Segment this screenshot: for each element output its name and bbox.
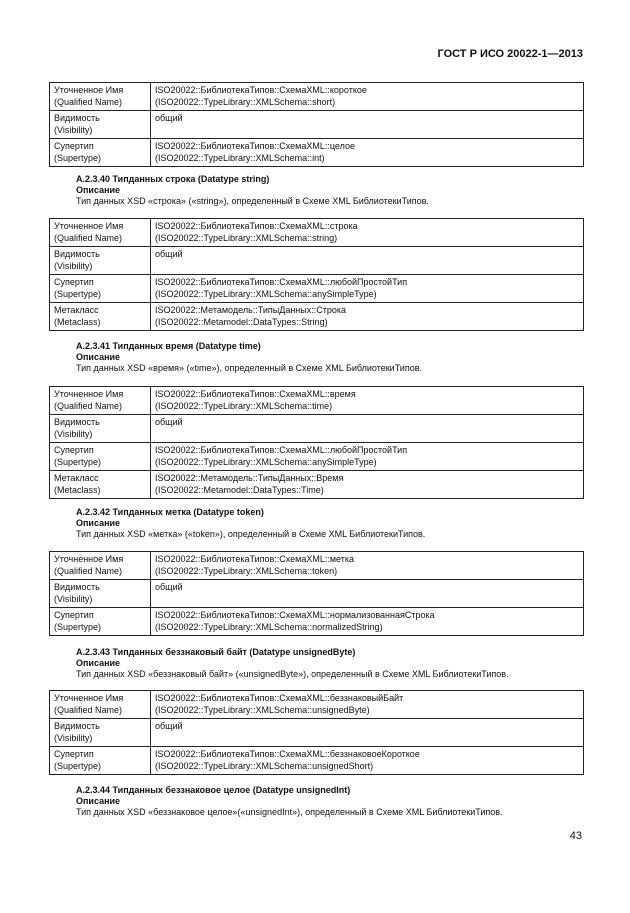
description-label: Описание: [76, 796, 121, 806]
table-row: [50, 219, 584, 247]
section-heading: А.2.3.41 Типданных время (Datatype time): [76, 341, 261, 351]
section-heading: А.2.3.44 Типданных беззнаковое целое (Datatype unsignedInt): [76, 785, 351, 795]
row-key-en: (Supertype): [54, 621, 102, 632]
row-key-en: (Metaclass): [54, 484, 101, 495]
table-row: [50, 247, 584, 275]
section-a-2-3-44: [76, 785, 503, 818]
table-row: [50, 415, 584, 443]
row-value-en: (ISO20022::TypeLibrary::XMLSchema::anySimpleType): [155, 456, 377, 467]
row-key: Уточненное Имя: [54, 85, 124, 95]
row-key: Видимость: [54, 721, 100, 731]
row-key: Супертип: [54, 445, 94, 455]
section-a-2-3-42: [76, 507, 425, 540]
row-key: Метакласс: [54, 473, 99, 483]
row-value: общий: [155, 721, 183, 731]
row-key: Уточненное Имя: [54, 693, 124, 703]
property-table-time: [49, 386, 584, 499]
row-key-en: (Supertype): [54, 760, 102, 771]
row-key: Супертип: [54, 277, 94, 287]
description-text: Тип данных XSD «строка» («string»), определенный в Схеме XML БиблиотекиТипов.: [76, 196, 429, 206]
row-key-en: (Supertype): [54, 456, 102, 467]
property-table-string: [49, 218, 584, 331]
table-row: [50, 747, 584, 775]
row-key: Уточненное Имя: [54, 221, 124, 231]
row-key: Видимость: [54, 113, 100, 123]
section-heading: А.2.3.43 Типданных беззнаковый байт (Datatype unsignedByte): [76, 647, 356, 657]
property-table-short: [49, 82, 584, 167]
row-value: ISO20022::БиблиотекаТипов::СхемаXML::любойПростойТип: [155, 445, 408, 455]
row-key-en: (Visibility): [54, 260, 93, 271]
row-key-en: (Qualified Name): [54, 96, 123, 107]
row-key: Супертип: [54, 141, 94, 151]
row-value-en: (ISO20022::Metamodel::DataTypes::String): [155, 316, 328, 327]
document-header: ГОСТ Р ИСО 20022-1—2013: [437, 48, 583, 60]
table-row: [50, 275, 584, 303]
section-heading: А.2.3.42 Типданных метка (Datatype token): [76, 507, 264, 517]
row-value: ISO20022::БиблиотекаТипов::СхемаXML::метка: [155, 554, 355, 564]
row-key: Видимость: [54, 249, 100, 259]
row-value: ISO20022::БиблиотекаТипов::СхемаXML::нормализованнаяСтрока: [155, 610, 435, 620]
row-key-en: (Metaclass): [54, 316, 101, 327]
table-row: [50, 83, 584, 111]
row-key: Уточненное Имя: [54, 554, 124, 564]
row-key-en: (Visibility): [54, 593, 93, 604]
row-value: ISO20022::БиблиотекаТипов::СхемаXML::беззнаковоеКороткое: [155, 749, 420, 759]
row-value: общий: [155, 582, 183, 592]
description-label: Описание: [76, 185, 121, 195]
row-value: ISO20022::БиблиотекаТипов::СхемаXML::беззнаковыйБайт: [155, 693, 404, 703]
row-value: ISO20022::БиблиотекаТипов::СхемаXML::короткое: [155, 85, 367, 95]
row-value: ISO20022::Метамодель::ТипыДанных::Время: [155, 473, 344, 483]
table-row: [50, 443, 584, 471]
table-row: [50, 580, 584, 608]
section-a-2-3-40: [76, 174, 429, 207]
row-key-en: (Qualified Name): [54, 704, 123, 715]
row-key-en: (Supertype): [54, 152, 102, 163]
row-value: ISO20022::Метамодель::ТипыДанных::Строка: [155, 305, 347, 315]
row-key: Метакласс: [54, 305, 99, 315]
table-row: [50, 552, 584, 580]
row-key-en: (Visibility): [54, 428, 93, 439]
description-text: Тип данных XSD «беззнаковое целое»(«unsignedInt»), определенный в Схеме XML БиблиотекиТипов.: [76, 807, 503, 817]
table-row: [50, 303, 584, 331]
row-value-en: (ISO20022::TypeLibrary::XMLSchema::normalizedString): [155, 621, 383, 632]
row-value: ISO20022::БиблиотекаТипов::СхемаXML::время: [155, 389, 356, 399]
row-value-en: (ISO20022::TypeLibrary::XMLSchema::unsignedByte): [155, 704, 370, 715]
description-text: Тип данных XSD «метка» («token»), определенный в Схеме XML БиблиотекиТипов.: [76, 529, 426, 539]
table-row: [50, 111, 584, 139]
row-value-en: (ISO20022::TypeLibrary::XMLSchema::int): [155, 152, 325, 163]
row-key: Супертип: [54, 610, 94, 620]
description-label: Описание: [76, 658, 121, 668]
row-key: Супертип: [54, 749, 94, 759]
row-value: ISO20022::БиблиотекаТипов::СхемаXML::целое: [155, 141, 355, 151]
row-value: общий: [155, 113, 183, 123]
row-value-en: (ISO20022::TypeLibrary::XMLSchema::anySimpleType): [155, 288, 377, 299]
description-label: Описание: [76, 518, 121, 528]
row-value: ISO20022::БиблиотекаТипов::СхемаXML::любойПростойТип: [155, 277, 408, 287]
table-row: [50, 608, 584, 636]
row-value-en: (ISO20022::TypeLibrary::XMLSchema::token): [155, 565, 338, 576]
row-key-en: (Qualified Name): [54, 400, 123, 411]
section-a-2-3-41: [76, 341, 422, 374]
row-value: ISO20022::БиблиотекаТипов::СхемаXML::строка: [155, 221, 358, 231]
row-key: Видимость: [54, 582, 100, 592]
description-label: Описание: [76, 352, 121, 362]
row-value: общий: [155, 417, 183, 427]
row-key: Уточненное Имя: [54, 389, 124, 399]
row-key-en: (Visibility): [54, 124, 93, 135]
row-value-en: (ISO20022::TypeLibrary::XMLSchema::short): [155, 96, 336, 107]
row-key-en: (Visibility): [54, 732, 93, 743]
row-key-en: (Qualified Name): [54, 565, 123, 576]
row-key-en: (Qualified Name): [54, 232, 123, 243]
row-value: общий: [155, 249, 183, 259]
row-key: Видимость: [54, 417, 100, 427]
row-key-en: (Supertype): [54, 288, 102, 299]
row-value-en: (ISO20022::TypeLibrary::XMLSchema::time): [155, 400, 333, 411]
table-row: [50, 719, 584, 747]
table-row: [50, 471, 584, 499]
row-value-en: (ISO20022::TypeLibrary::XMLSchema::string): [155, 232, 338, 243]
description-text: Тип данных XSD «беззнаковый байт» («unsignedByte»), определенный в Схеме XML БиблиотекиТипов.: [76, 669, 509, 679]
table-row: [50, 387, 584, 415]
description-text: Тип данных XSD «время» («time»), определенный в Схеме XML БиблиотекиТипов.: [76, 363, 422, 373]
section-heading: А.2.3.40 Типданных строка (Datatype string): [76, 174, 270, 184]
section-a-2-3-43: [76, 647, 509, 680]
page-number: 43: [569, 830, 582, 842]
property-table-unsignedbyte: [49, 690, 584, 775]
table-row: [50, 139, 584, 167]
table-row: [50, 691, 584, 719]
row-value-en: (ISO20022::Metamodel::DataTypes::Time): [155, 484, 324, 495]
property-table-token: [49, 551, 584, 636]
row-value-en: (ISO20022::TypeLibrary::XMLSchema::unsignedShort): [155, 760, 374, 771]
